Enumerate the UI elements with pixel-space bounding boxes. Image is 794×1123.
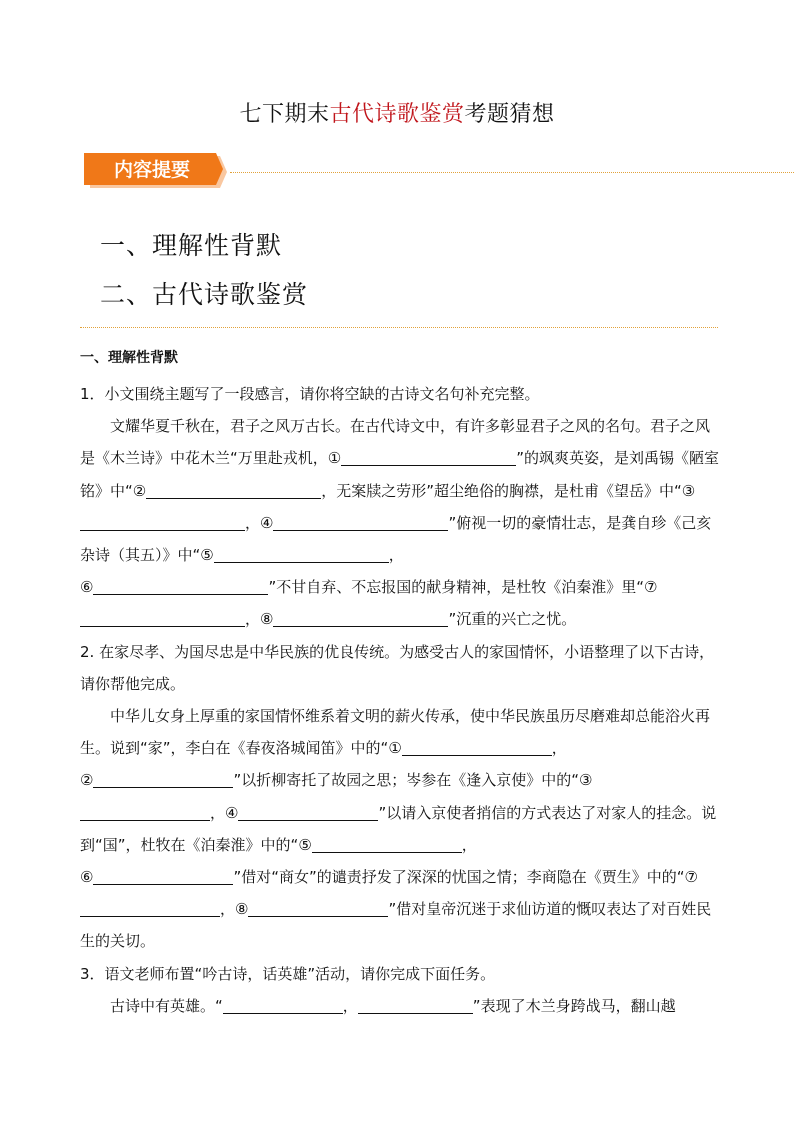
question-body <box>80 378 720 1022</box>
divider-dotted-line <box>80 327 718 328</box>
badge-label: 内容提要 <box>113 159 191 181</box>
blank-q1-7[interactable] <box>80 608 245 627</box>
summary-banner <box>80 152 720 192</box>
blank-q2-1[interactable] <box>402 737 552 756</box>
q1-passage: 文耀华夏千秋在，君子之风万古长。在古代诗文中，有许多彰显君子之风的名句。君子之风是《木兰诗》中花木兰“万里赴戎机，① ”的飒爽英姿，是刘禹锡《陋室铭》中“② ，无案牍之劳形”超尘绝俗的胸襟，是杜甫《望岳》中“③，④ ”俯视一切的豪情壮志，是龚自珍《己亥杂诗（其五）》中“⑤ ， ⑥ ”不甘自弃、不忘报国的献身精神，是杜牧《泊秦淮》里“⑦，⑧ ”沉重的兴亡之忧。 <box>80 417 720 629</box>
toc-item-1: 一、理解性背默 <box>100 231 283 260</box>
q1-stem: 1．小文围绕主题写了一段感言，请你将空缺的古诗文名句补充完整。 <box>80 385 540 403</box>
title-prefix: 七下期末 <box>239 102 330 127</box>
blank-q2-5[interactable] <box>312 834 462 853</box>
page-title <box>0 100 794 130</box>
blank-q3-2[interactable] <box>358 995 473 1014</box>
blank-q3-1[interactable] <box>223 995 343 1014</box>
blank-q2-4[interactable] <box>238 802 378 821</box>
blank-q2-7[interactable] <box>80 898 220 917</box>
q2-passage: 中华儿女身上厚重的家国情怀维系着文明的薪火传承，使中华民族虽历尽磨难却总能浴火再生。说到“家”，李白在《春夜洛城闻笛》中的“① ， ② ”以折柳寄托了故园之思；岑参在《逢入京使》中的“③ ，④ ”以请入京使者捎信的方式表达了对家人的挂念。说到“国”，杜牧在《泊秦淮》中的“⑤ ， ⑥ ”借对“商女”的谴责抒发了深深的忧国之情；李商隐在《贾生》中的“⑦，⑧ ”借对皇帝沉迷于求仙访道的慨叹表达了对百姓民生的关切。 <box>80 707 717 951</box>
section-heading: 一、理解性背默 <box>80 350 178 366</box>
blank-q1-3[interactable] <box>80 512 245 531</box>
title-suffix: 考题猜想 <box>464 102 555 127</box>
q3-stem: 3．语文老师布置“吟古诗，话英雄”活动，请你完成下面任务。 <box>80 964 496 983</box>
blank-q2-2[interactable] <box>93 769 233 788</box>
blank-q1-2[interactable] <box>146 480 321 499</box>
blank-q1-6[interactable] <box>93 576 268 595</box>
toc-item-2: 二、古代诗歌鉴赏 <box>100 280 309 309</box>
blank-q2-6[interactable] <box>93 866 233 885</box>
title-highlight: 古代诗歌鉴赏 <box>329 102 465 127</box>
q3-passage: 古诗中有英雄。“ ， ”表现了木兰身跨战马，翻山越 <box>110 996 676 1015</box>
q2-stem: 2. 在家尽孝、为国尽忠是中华民族的优良传统。为感受古人的家国情怀，小语整理了以下古诗，请你帮他完成。 <box>80 642 715 693</box>
blank-q1-4[interactable] <box>273 512 448 531</box>
summary-badge <box>80 152 228 192</box>
blank-q1-1[interactable] <box>341 447 516 466</box>
blank-q1-5[interactable] <box>214 544 389 563</box>
blank-q2-8[interactable] <box>248 898 388 917</box>
banner-dotted-line <box>230 172 794 173</box>
blank-q2-3[interactable] <box>80 802 210 821</box>
blank-q1-8[interactable] <box>273 608 448 627</box>
